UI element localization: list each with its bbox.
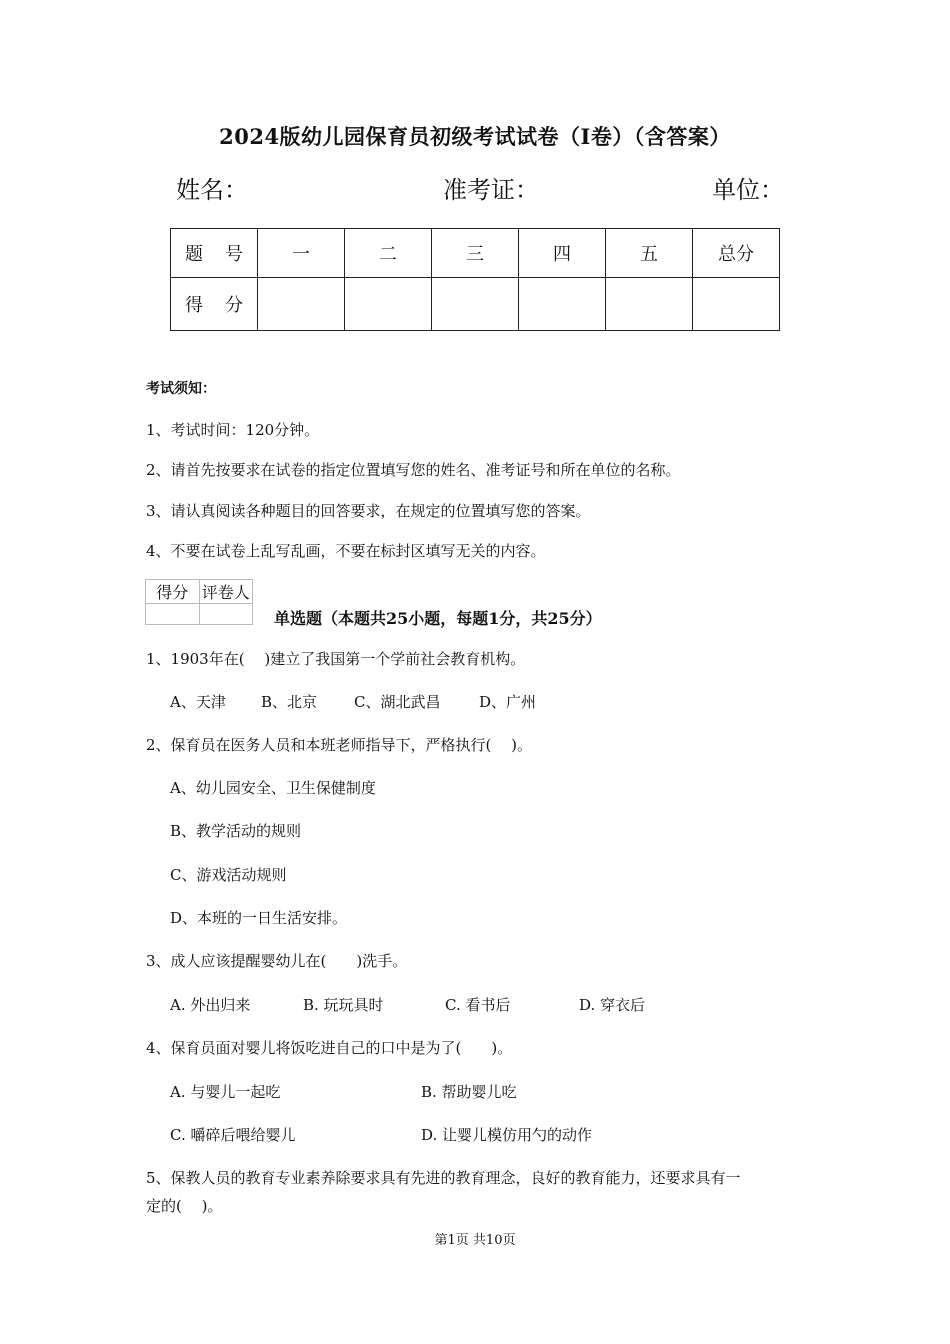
- ticket-label: 准考证：: [443, 176, 539, 204]
- score-table-col-5: 五: [606, 229, 693, 278]
- option: B、北京: [261, 693, 318, 711]
- score-cell[interactable]: [258, 278, 345, 331]
- question-stem: 2、保育员在医务人员和本班老师指导下，严格执行( )。: [146, 736, 533, 754]
- score-cell[interactable]: [693, 278, 780, 331]
- notice-heading: 考试须知：: [146, 381, 216, 397]
- option: A. 与婴儿一起吃: [170, 1083, 281, 1101]
- grader-name-cell[interactable]: [199, 604, 253, 625]
- option: A、幼儿园安全、卫生保健制度: [170, 779, 376, 797]
- score-cell[interactable]: [345, 278, 432, 331]
- page-footer: 第1页 共10页: [434, 1233, 516, 1248]
- score-table-col-4: 四: [519, 229, 606, 278]
- score-table-col-1: 一: [258, 229, 345, 278]
- option: C. 看书后: [445, 996, 511, 1014]
- grader-name-label: 评卷人: [199, 580, 253, 604]
- score-table: [170, 228, 780, 331]
- grader-score-label: 得分: [146, 580, 200, 604]
- option: A、天津: [170, 693, 226, 711]
- notice-item: 3、请认真阅读各种题目的回答要求，在规定的位置填写您的答案。: [146, 502, 591, 520]
- option: D、广州: [479, 693, 537, 711]
- score-table-col-2: 二: [345, 229, 432, 278]
- question-stem-continued: 定的( )。: [146, 1197, 223, 1215]
- question-stem: 1、1903年在( )建立了我国第一个学前社会教育机构。: [146, 650, 526, 668]
- section-title: 单选题（本题共25小题，每题1分，共25分）: [274, 609, 602, 628]
- grader-box: [145, 579, 253, 625]
- score-cell[interactable]: [606, 278, 693, 331]
- option: C、湖北武昌: [354, 693, 441, 711]
- option: D、本班的一日生活安排。: [170, 909, 348, 927]
- question-stem: 4、保育员面对婴儿将饭吃进自己的口中是为了( )。: [146, 1039, 513, 1057]
- score-table-score-label: 得 分: [171, 278, 258, 331]
- option: C. 嚼碎后喂给婴儿: [170, 1126, 296, 1144]
- question-stem: 3、成人应该提醒婴幼儿在( )洗手。: [146, 952, 408, 970]
- option: A. 外出归来: [170, 996, 251, 1014]
- notice-item: 4、不要在试卷上乱写乱画，不要在标封区填写无关的内容。: [146, 542, 546, 560]
- score-table-col-3: 三: [432, 229, 519, 278]
- option: D. 让婴儿模仿用勺的动作: [421, 1126, 593, 1144]
- notice-item: 1、考试时间：120分钟。: [146, 421, 320, 439]
- score-cell[interactable]: [519, 278, 606, 331]
- score-cell[interactable]: [432, 278, 519, 331]
- name-label: 姓名：: [176, 176, 248, 204]
- option: C、游戏活动规则: [170, 866, 287, 884]
- score-table-col-total: 总分: [693, 229, 780, 278]
- score-table-header-cell: 题 号: [171, 229, 258, 278]
- option: B. 玩玩具时: [303, 996, 384, 1014]
- question-stem: 5、保教人员的教育专业素养除要求具有先进的教育理念，良好的教育能力，还要求具有一: [146, 1169, 741, 1187]
- option: B、教学活动的规则: [170, 822, 302, 840]
- notice-item: 2、请首先按要求在试卷的指定位置填写您的姓名、准考证号和所在单位的名称。: [146, 461, 681, 479]
- option: B. 帮助婴儿吃: [421, 1083, 517, 1101]
- page-title: 2024版幼儿园保育员初级考试试卷（I卷）（含答案）: [219, 124, 731, 149]
- grader-score-cell[interactable]: [146, 604, 200, 625]
- option: D. 穿衣后: [579, 996, 646, 1014]
- unit-label: 单位：: [712, 176, 784, 204]
